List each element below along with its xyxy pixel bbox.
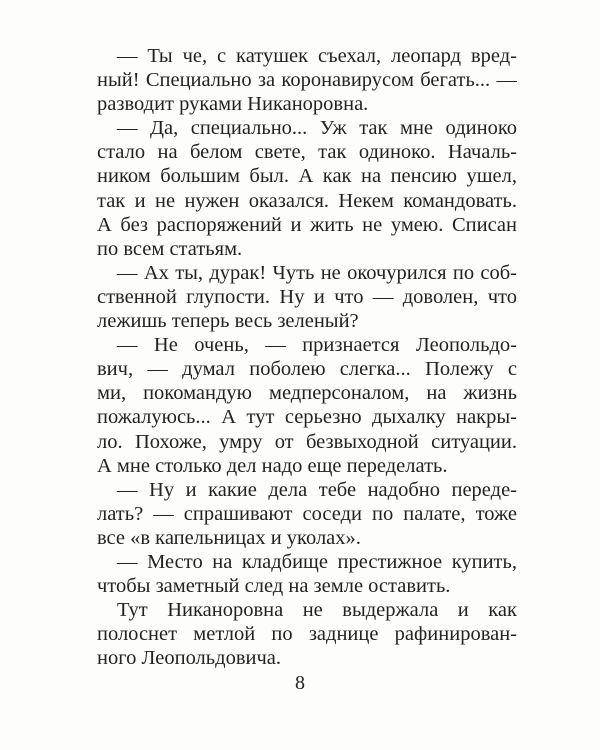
paragraph [97, 261, 517, 333]
text-line: по всем статьям. [97, 237, 243, 260]
text-line: — Место на кладбище престижное купить, [117, 550, 517, 573]
text-line: — Да, специально... Уж так мне одиноко [117, 117, 517, 140]
paragraph [97, 598, 517, 670]
paragraph [97, 333, 517, 478]
paragraph [97, 550, 517, 598]
text-line: — Ну и какие дела тебе надобно переде- [117, 478, 517, 501]
text-line: вич, — думал поболею слегка... Полежу с [97, 358, 517, 381]
text-line: стало на белом свете, так одиноко. Началь- [97, 141, 517, 164]
text-line: все «в капельницах и уколах». [97, 526, 361, 549]
text-line: лать? — спрашивают соседи по палате, тоже [97, 502, 517, 525]
text-line: ственной глупости. Ну и что — доволен, что [97, 285, 517, 308]
text-line: А без распоряжений и жить не умею. Списан [97, 213, 517, 236]
text-line: — Ты че, с катушек съехал, леопард вред- [117, 45, 517, 67]
text-line: ми, покомандую медперсоналом, на жизнь [97, 382, 517, 405]
text-line: А мне столько дел надо еще переделать. [97, 454, 448, 477]
text-line: разводит руками Никаноровна. [97, 93, 369, 116]
text-line: пожалуюсь... А тут серьезно дыхалку накры- [97, 406, 517, 429]
paragraph [97, 116, 517, 261]
page-number: 8 [295, 672, 305, 694]
body-text [97, 44, 517, 670]
text-line: полоснет метлой по заднице рафинирован- [97, 623, 517, 646]
text-line: Тут Никаноровна не выдержала и как [117, 599, 517, 622]
text-line: — Не очень, — признается Леопольдо- [117, 334, 517, 357]
text-line: ного Леопольдовича. [97, 647, 281, 670]
text-line: чтобы заметный след на земле оставить. [97, 575, 451, 598]
paragraph [97, 44, 517, 116]
text-line: ником большим был. А как на пенсию ушел, [97, 165, 517, 188]
text-line: — Ах ты, дурак! Чуть не окочурился по соб- [117, 261, 517, 284]
text-line: ный! Специально за коронавирусом бегать... — [97, 69, 517, 92]
text-line: так и не нужен оказался. Некем командовать. [97, 189, 517, 212]
paragraph [97, 478, 517, 550]
text-line: лежишь теперь весь зеленый? [97, 310, 359, 333]
text-line: ло. Похоже, умру от безвыходной ситуации. [97, 430, 517, 453]
